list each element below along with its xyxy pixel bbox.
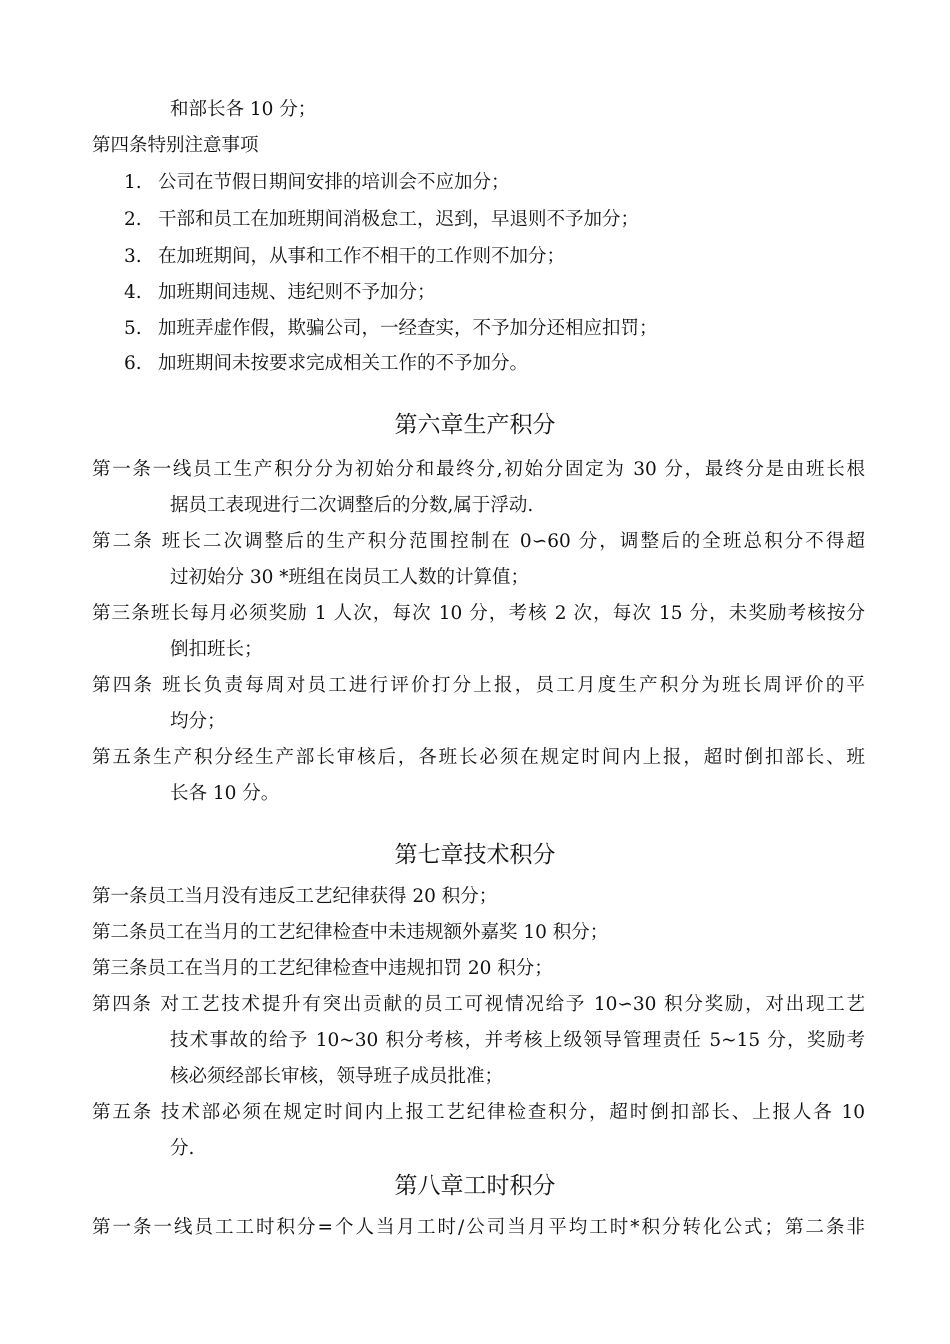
article-line: 第四条 班长负责每周对员工进行评价打分上报，员工月度生产积分为班长周评价的平	[92, 675, 865, 696]
article-line: 倒扣班长；	[170, 639, 263, 660]
article-line: 第三条班长每月必须奖励 1 人次，每次 10 分，考核 2 次，每次 15 分，未奖励考核按分	[92, 603, 865, 624]
article-line: 第二条 班长二次调整后的生产积分范围控制在 0∽60 分，调整后的全班总积分不得超	[92, 531, 865, 552]
chapter-title: 第七章技术积分	[394, 842, 556, 868]
article-line: 均分；	[170, 711, 226, 732]
list-item: 干部和员工在加班期间消极怠工，迟到，早退则不予加分；	[158, 209, 640, 230]
article-line: 技术事故的给予 10~30 积分考核，并考核上级领导管理责任 5~15 分，奖励考	[170, 1030, 865, 1051]
article-line: 第一条一线员工生产积分分为初始分和最终分,初始分固定为 30 分，最终分是由班长根	[92, 459, 865, 480]
list-number: 1.	[124, 172, 142, 193]
list-item: 加班弄虚作假，欺骗公司，一经查实，不予加分还相应扣罚；	[158, 318, 658, 339]
section-title: 第四条特别注意事项	[92, 135, 259, 156]
list-item: 加班期间未按要求完成相关工作的不予加分。	[158, 353, 529, 374]
article-line: 分.	[170, 1138, 195, 1159]
article-line: 第五条 技术部必须在规定时间内上报工艺纪律检查积分，超时倒扣部长、上报人各 10	[92, 1102, 865, 1123]
list-number: 6.	[124, 353, 142, 374]
list-item: 公司在节假日期间安排的培训会不应加分；	[158, 172, 510, 193]
article-line: 核必须经部长审核，领导班子成员批准；	[170, 1066, 504, 1087]
list-number: 3.	[124, 246, 142, 267]
article-line: 长各 10 分。	[170, 783, 280, 804]
article-line: 第一条员工当月没有违反工艺纪律获得 20 积分；	[92, 886, 498, 907]
article-line: 据员工表现进行二次调整后的分数,属于浮动.	[170, 495, 534, 516]
list-number: 2.	[124, 209, 142, 230]
list-number: 5.	[124, 318, 142, 339]
article-line: 第四条 对工艺技术提升有突出贡献的员工可视情况给予 10∽30 积分奖励，对出现工艺	[92, 994, 865, 1015]
list-item: 在加班期间，从事和工作不相干的工作则不加分；	[158, 246, 566, 267]
continued-text: 和部长各 10 分；	[170, 99, 317, 120]
article-line: 第五条生产积分经生产部长审核后，各班长必须在规定时间内上报，超时倒扣部长、班	[92, 747, 865, 768]
article-line: 第一条一线员工工时积分=个人当月工时/公司当月平均工时*积分转化公式；第二条非	[92, 1217, 865, 1238]
article-line: 第三条员工在当月的工艺纪律检查中违规扣罚 20 积分；	[92, 958, 553, 979]
chapter-title: 第八章工时积分	[394, 1173, 556, 1199]
article-line: 过初始分 30 *班组在岗员工人数的计算值；	[170, 567, 530, 588]
list-item: 加班期间违规、违纪则不予加分；	[158, 282, 436, 303]
chapter-title: 第六章生产积分	[394, 412, 556, 438]
article-line: 第二条员工在当月的工艺纪律检查中未违规额外嘉奖 10 积分；	[92, 922, 609, 943]
list-number: 4.	[124, 282, 142, 303]
